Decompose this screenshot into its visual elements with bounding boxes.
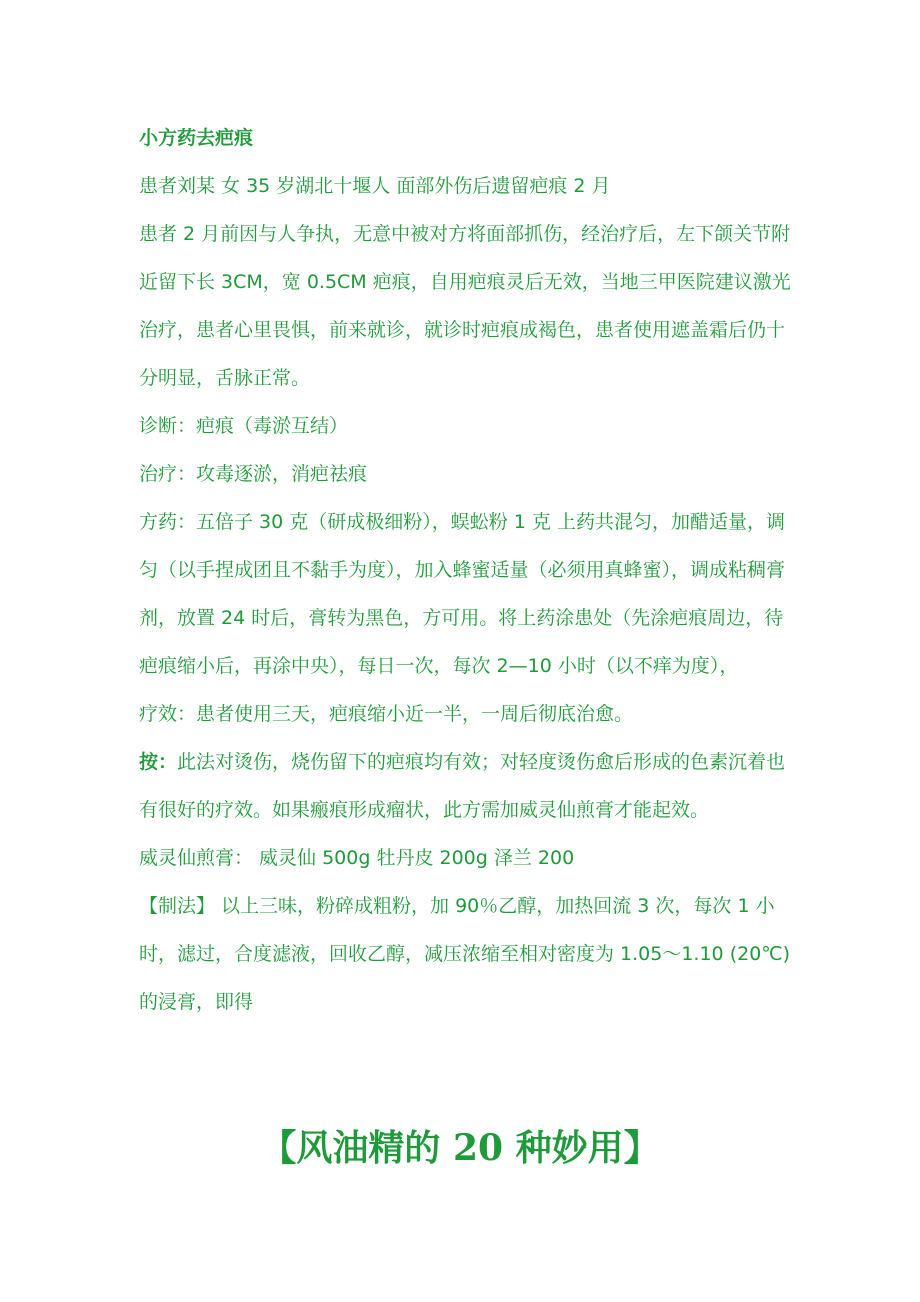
note <box>139 738 799 834</box>
article-title: 小方药去疤痕 <box>139 127 254 149</box>
case-history: 患者 2 月前因与人争执，无意中被对方将面部抓伤，经治疗后，左下颌关节附近留下长 3CM，宽 0.5CM 疤痕，自用疤痕灵后无效，当地三甲医院建议激光治疗，患者心里畏惧，前来就诊，就诊时疤痕成褐色，患者使用遮盖霜后仍十分明显，舌脉正常。 <box>139 223 791 389</box>
note-label: 按： <box>139 751 178 773</box>
section-title: 【风油精的 20 种妙用】 <box>260 1127 660 1169</box>
outcome: 疗效：患者使用三天，疤痕缩小近一半，一周后彻底治愈。 <box>139 703 634 725</box>
patient-summary: 患者刘某 女 35 岁湖北十堰人 面部外伤后遗留疤痕 2 月 <box>139 175 611 197</box>
note-text: 此法对烫伤，烧伤留下的疤痕均有效；对轻度烫伤愈后形成的色素沉着也有很好的疗效。如果瘢痕形成瘤状，此方需加威灵仙煎膏才能起效。 <box>139 751 786 821</box>
diagnosis: 诊断：疤痕（毒淤互结） <box>139 415 349 437</box>
paste-formula: 威灵仙煎膏： 威灵仙 500g 牡丹皮 200g 泽兰 200 <box>139 847 575 869</box>
preparation-method: 【制法】 以上三味，粉碎成粗粉，加 90％乙醇，加热回流 3 次，每次 1 小时，滤过，合度滤液，回收乙醇，减压浓缩至相对密度为 1.05～1.10 (20℃) 的浸膏，即得 <box>139 895 791 1013</box>
treatment: 治疗：攻毒逐淤，消疤祛痕 <box>139 463 368 485</box>
article-body <box>139 162 799 1026</box>
prescription: 方药：五倍子 30 克（研成极细粉），蜈蚣粉 1 克 上药共混匀，加醋适量，调匀（以手捏成团且不黏手为度），加入蜂蜜适量（必须用真蜂蜜），调成粘稠膏剂，放置 24 时后，膏转为黑色，方可用。将上药涂患处（先涂疤痕周边，待疤痕缩小后，再涂中央），每日一次，每次 2—10 小时（以不痒为度）， <box>139 511 786 677</box>
